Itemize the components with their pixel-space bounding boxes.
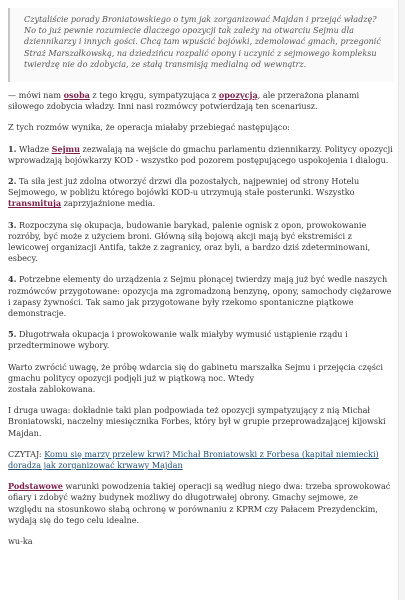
paragraph-intro: Z tych rozmów wynika, że operacja miałaby przebiegać następująco: — [8, 122, 290, 133]
p1-text-a: — mówi nam — [8, 90, 64, 100]
p3-text-b: zezwalają na wejście do gmachu parlamentu dziennikarzy. Politycy opozycji wprowadzają bojówkarzy KOD - wszystko pod pozorem postępującego uspokojenia i dialogu. — [8, 143, 393, 165]
keyword-link-osoba[interactable]: osoba — [63, 90, 90, 100]
point-3 — [8, 220, 394, 265]
point-number: 5. — [8, 329, 17, 340]
p8-text-b: została zablokowana. — [8, 384, 96, 395]
keyword-link-podstawowe[interactable]: Podstawowe — [8, 481, 63, 492]
paragraph-source — [8, 90, 394, 112]
p1-text-b: z tego kręgu, sympatyzująca z — [89, 90, 219, 100]
paragraph-conditions — [8, 481, 394, 526]
p7-text: Długotrwała okupacja i prowokowanie walk miałyby wymusić ustąpienie rządu i przedterminowe wybory. — [8, 329, 348, 351]
p4-text-b: zaprzyjaźnione media. — [61, 198, 156, 209]
paragraph-note-2: I druga uwaga: dokładnie taki plan podpowiada też opozycji sympatyzujący z nią Michał Broniatowski, naczelny miesięcznika Forbes, który był w grupie przeprowadzającej kijowski Majdan. — [8, 405, 386, 438]
p4-text-a: Ta siła jest już zdolna otworzyć drzwi dla pozostałych, najpewniej od strony Hotelu Sejmowego, w pobliżu którego bojówki KOD-u utrzymują stałe posterunki. Wszystko — [8, 176, 360, 198]
scrollbar[interactable] — [398, 0, 405, 600]
keyword-link-opozycja[interactable]: opozycją — [218, 90, 258, 100]
keyword-link-transmituja[interactable]: transmitują — [8, 198, 62, 209]
point-number: 1. — [8, 143, 17, 154]
signature: wu-ka — [8, 536, 33, 547]
read-also-label: CZYTAJ: — [8, 448, 45, 459]
paragraph-note-1 — [8, 362, 394, 396]
read-also — [8, 449, 394, 471]
p3-text-a: Władze — [16, 143, 52, 154]
p5-text: Rozpoczyna się okupacja, budowanie barykad, palenie ognisk z opon, prowokowanie rozróby, być może z użyciem broni. Główną siłą bojową akcji mają być ekstremiści z lewicowej organizacji Antifa, także z zagranicy, oraz byli, a bardzo dziś zdeterminowani, esbecy. — [8, 219, 371, 264]
p6-text: Potrzebne elementy do urządzenia z Sejmu płonącej twierdzy mają już być wedle naszych rozmówców przygotowane: opozycja ma zgromadzoną benzynę, opony, samochody ciężarowe i zapasy żywności. Tak samo jak przygotowane były rzekomo spontaniczne piątkowe demonstracje. — [8, 274, 392, 319]
point-number: 4. — [8, 274, 17, 285]
point-5 — [8, 329, 394, 351]
point-1 — [8, 144, 394, 166]
p8-text: Warto zwrócić uwagę, że próbę wdarcia się do gabinetu marszałka Sejmu i przejęcia części gmachu politycy opozycji podjęli już w piątkową noc. Wtedy — [8, 361, 384, 383]
point-number: 2. — [8, 176, 17, 187]
point-number: 3. — [8, 219, 17, 230]
p1-text-c: , ale przerażona planami siłowego zdobycia władzy. Inni nasi rozmówcy potwierdzają ten scenariusz. — [8, 90, 360, 112]
point-4 — [8, 274, 394, 319]
article-quote: Czytaliście porady Broniatowskiego o tym jak zorganizować Majdan i przejąć władzę? No to już pewnie rozumiecie dlaczego opozycji tak zależy na otwarciu Sejmu dla dziennikarzy i innych gości. Chcą tam wpuścić bojówki, zdemolować gmach, przegonić Straż Marszałkowską, na dziedzińcu rozpalić opony i uczynić z sejmowego kompleksu twierdzę nie do zdobycia, ze stałą transmisją medialną od wewnątrz. — [8, 8, 394, 82]
keyword-link-sejmu[interactable]: Sejmu — [51, 143, 80, 154]
point-2 — [8, 176, 394, 210]
article-body — [8, 0, 394, 547]
read-also-link[interactable]: Komu się marzy przelew krwi? Michał Broniatowski z Forbesa (kapitał niemiecki) doradza jak zorganizować krwawy Majdan — [8, 448, 379, 471]
p10-text: warunki powodzenia takiej operacji są według niego dwa: trzeba sprowokować ofiary i zdobyć ważny budynek możliwy do długotrwałej obrony. Gmachy sejmowe, ze względu na stosunkowo słabą ochronę w porównaniu z KPRM czy Pałacem Prezydenckim, wydają się do tego celu idealne. — [8, 481, 391, 525]
